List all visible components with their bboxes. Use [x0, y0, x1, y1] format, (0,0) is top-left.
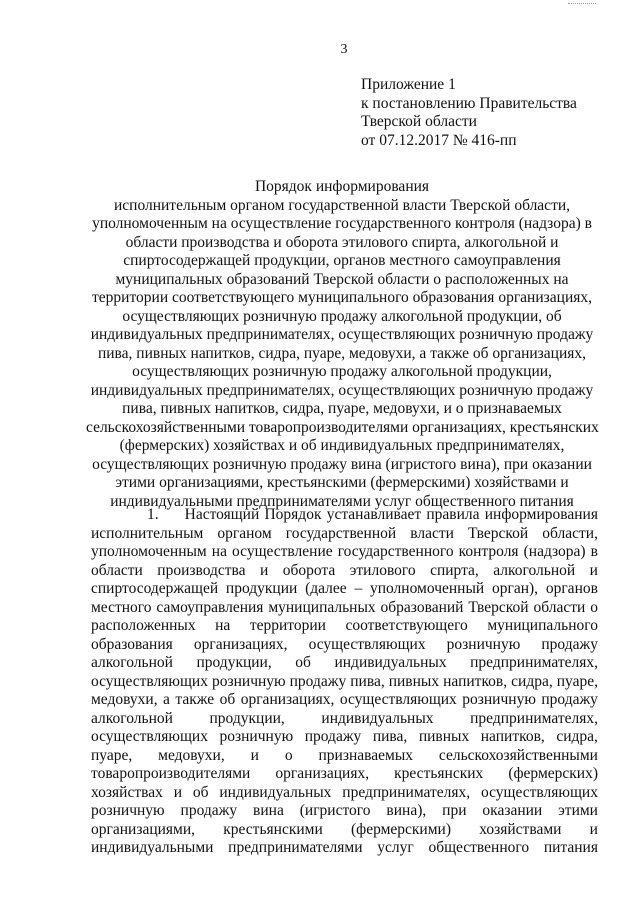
paragraph-word: орган),	[491, 580, 539, 597]
paragraph-word: об	[192, 783, 209, 801]
paragraph-word: пуаре,	[91, 746, 133, 764]
paragraph-word: власти	[410, 524, 454, 542]
paragraph-word: правила	[426, 506, 480, 523]
paragraph-line	[91, 543, 598, 562]
paragraph-word: этими	[558, 802, 598, 819]
paragraph-word: местного	[91, 598, 152, 616]
title-line: спиртосодержащей продукции, органов местного самоуправления	[123, 252, 561, 269]
paragraph-word: вина),	[386, 802, 427, 819]
paragraph-word: о	[284, 746, 293, 764]
paragraph-word: и	[589, 820, 598, 838]
paragraph-number: 1.	[147, 506, 159, 523]
scan-mark	[568, 3, 596, 6]
paragraph-line	[91, 636, 598, 655]
paragraph-line	[91, 617, 598, 636]
paragraph-word: организациях,	[275, 765, 370, 782]
paragraph-word: осуществление	[232, 543, 333, 560]
paragraph-word: продажу	[289, 672, 347, 690]
paragraph-word: осуществляющих	[481, 783, 598, 801]
paragraph-word: сидра,	[511, 672, 553, 690]
paragraph-word: контроля	[458, 543, 519, 560]
title-line: осуществляющих розничную продажу вина (игристого вина), при оказании	[92, 455, 592, 473]
paragraph-word: территории	[249, 617, 326, 634]
paragraph-word: образования	[91, 635, 173, 653]
paragraph-word: розничную	[91, 802, 165, 819]
paragraph-word: устанавливает	[326, 506, 422, 523]
paragraph-line	[91, 599, 598, 618]
title-line: Порядок информирования	[254, 178, 430, 195]
paragraph-word: алкогольной	[493, 561, 576, 579]
paragraph-word: пивных	[418, 728, 470, 745]
paragraph-line	[91, 710, 598, 729]
paragraph-word: (фермерскими)	[350, 820, 451, 838]
title-line: муниципальных образований Тверской области о расположенных на	[115, 270, 569, 288]
paragraph-word: расположенных	[91, 617, 196, 634]
paragraph-word: сельскохозяйственными	[438, 746, 598, 764]
paragraph-word: информирования	[484, 506, 598, 523]
paragraph-word: органов	[545, 580, 598, 597]
paragraph-line-text	[185, 506, 598, 525]
title-line: индивидуальных предпринимателях, осуществляющих розничную продажу	[90, 381, 594, 399]
paragraph-word: соответствующего	[345, 617, 468, 634]
paragraph-word: самоуправления	[156, 598, 264, 616]
paragraph-word: исполнительным	[91, 524, 204, 542]
title-line: сельскохозяйственными товаропроизводителями организациях, крестьянских	[86, 418, 599, 436]
paragraph-word: также	[175, 691, 215, 708]
paragraph-word: муниципальных	[268, 598, 376, 616]
paragraph-word: напитков,	[480, 728, 545, 745]
paragraph-word: индивидуальных	[334, 654, 447, 671]
paragraph-word: организациями,	[91, 820, 196, 838]
paragraph-word: на	[211, 543, 227, 560]
paragraph-word: –	[354, 580, 363, 597]
paragraph-word: розничную	[462, 691, 536, 708]
paragraph-word: уполномоченным	[91, 543, 207, 560]
paragraph-word: и	[260, 561, 269, 579]
paragraph-word: производства	[157, 561, 246, 579]
paragraph-word: организациях,	[240, 691, 335, 708]
paragraph-word: предпринимателях,	[470, 709, 598, 727]
paragraph-word: Настоящий	[184, 506, 260, 523]
paragraph-word: области,	[542, 524, 598, 542]
paragraph-word: пуаре,	[556, 672, 598, 690]
paragraph-word: медовухи,	[158, 746, 225, 764]
paragraph-word: об	[219, 691, 236, 708]
paragraph-word: услуг	[377, 839, 414, 856]
paragraph-word: спирта,	[430, 561, 479, 579]
paragraph-word: государственного	[337, 543, 454, 560]
paragraph-line	[91, 839, 598, 858]
paragraph-word: предпринимателях,	[470, 654, 598, 671]
paragraph-word: органом	[217, 524, 272, 542]
paragraph-word: осуществляющих	[339, 691, 457, 708]
paragraph-line	[91, 562, 598, 581]
title-line: индивидуальными предпринимателями услуг общественного питания	[110, 492, 574, 510]
paragraph-word: о	[590, 598, 598, 616]
paragraph-word: розничную	[219, 728, 294, 745]
paragraph-line	[91, 673, 598, 692]
paragraph-word: алкогольной	[91, 709, 173, 727]
paragraph-line	[91, 784, 598, 803]
paragraph-line	[91, 654, 598, 673]
paragraph-line	[91, 691, 598, 710]
paragraph-word: пива,	[372, 728, 408, 745]
paragraph-first-line	[91, 506, 598, 525]
paragraph-word: вина	[253, 802, 284, 819]
paragraph-word: продажу	[541, 635, 598, 653]
paragraph-line	[91, 802, 598, 821]
paragraph-word: Порядок	[264, 506, 322, 523]
paragraph-word: Тверской	[468, 598, 529, 616]
paragraph-word: и	[173, 783, 182, 801]
paragraph-word: оказании	[482, 802, 543, 819]
paragraph-word: медовухи,	[91, 691, 158, 708]
paragraph-line	[91, 821, 598, 840]
paragraph-word: крестьянскими	[223, 820, 323, 838]
paragraph-word: осуществляющих	[91, 672, 208, 690]
paragraph-word: Тверской	[467, 524, 529, 542]
paragraph-line	[91, 747, 598, 766]
paragraph-word: продажу	[304, 728, 362, 745]
paragraph-line	[91, 525, 598, 544]
paragraph-word: хозяйствами	[479, 820, 562, 838]
page-number: 3	[340, 42, 348, 57]
paragraph-word: на	[215, 617, 231, 634]
paragraph-word: и	[250, 746, 259, 764]
paragraph-word: предпринимателях,	[342, 783, 471, 801]
title-line: пива, пивных напитков, сидра, пуаре, медовухи, и о признаваемых	[122, 400, 562, 417]
document-title	[86, 178, 598, 511]
paragraph-word: индивидуальными	[91, 839, 214, 856]
title-line: (фермерских) хозяйствах и об индивидуальных предпринимателях,	[119, 437, 565, 454]
paragraph-word: признаваемых	[318, 746, 413, 764]
paragraph-word: при	[442, 802, 467, 819]
paragraph-word: государственной	[285, 524, 397, 542]
paragraph-word: продукции,	[196, 654, 272, 671]
paragraph-word: об	[295, 654, 311, 671]
paragraph-word: розничную	[211, 672, 286, 690]
paragraph-word: пивных	[388, 672, 440, 690]
paragraph-word: продукции	[225, 580, 298, 597]
title-line: осуществляющих розничную продажу алкогольной продукции, об	[122, 307, 562, 325]
paragraph-word: алкогольной	[91, 654, 173, 671]
paragraph-word: области	[533, 598, 586, 616]
paragraph-word: товаропроизводителями	[91, 765, 251, 782]
title-line: этими организациями, крестьянскими (фермерскими) хозяйствами и	[115, 474, 569, 491]
appendix-line: Тверской области	[361, 113, 477, 130]
paragraph-word: сидра,	[556, 728, 598, 745]
appendix-line: к постановлению Правительства	[361, 94, 577, 112]
paragraph-word: предпринимателями	[228, 839, 363, 856]
paragraph-word: оборота	[282, 561, 336, 579]
paragraph-word: напитков,	[443, 672, 508, 690]
paragraph-word: индивидуальных	[321, 709, 434, 727]
paragraph-word: продажу	[180, 802, 238, 819]
paragraph-word: продукции,	[209, 709, 285, 727]
paragraph-word: осуществляющих	[308, 635, 426, 653]
paragraph-1	[91, 506, 598, 858]
paragraph-line	[91, 765, 598, 784]
paragraph-word: пива,	[350, 672, 385, 690]
paragraph-word: (далее	[305, 580, 347, 597]
paragraph-word: области	[91, 561, 143, 579]
paragraph-word: осуществляющих	[91, 728, 208, 745]
paragraph-word: образований	[380, 598, 464, 616]
appendix-line: от 07.12.2017 № 416-пп	[361, 131, 517, 149]
paragraph-word: а	[163, 691, 170, 708]
paragraph-word: спиртосодержащей	[91, 580, 219, 597]
title-line: области производства и оборота этилового спирта, алкогольной и	[125, 233, 559, 251]
paragraph-word: индивидуальных	[219, 783, 332, 801]
title-line: территории соответствующего муниципального образования организациях,	[92, 289, 592, 306]
paragraph-word: (фермерских)	[508, 765, 598, 782]
paragraph-word: (игристого	[299, 802, 371, 819]
paragraph-word: этилового	[349, 561, 416, 579]
paragraph-word: хозяйствах	[91, 783, 163, 801]
appendix-block	[361, 76, 577, 150]
paragraph-word: в	[590, 543, 598, 560]
paragraph-word: питания	[543, 839, 598, 856]
title-line: индивидуальных предпринимателях, осуществляющих розничную продажу	[90, 326, 594, 343]
paragraph-line	[91, 580, 598, 599]
paragraph-word: и	[589, 561, 598, 579]
appendix-line: Приложение 1	[361, 76, 456, 93]
paragraph-word: продажу	[541, 691, 598, 708]
title-line: осуществляющих розничную продажу алкогольной продукции,	[132, 363, 552, 380]
paragraph-word: крестьянских	[394, 765, 484, 782]
title-line: исполнительным органом государственной власти Тверской области,	[113, 196, 571, 214]
paragraph-word: муниципального	[487, 617, 598, 634]
title-line: пива, пивных напитков, сидра, пуаре, медовухи, а также об организациях,	[97, 344, 587, 362]
paragraph-word: (надзора)	[523, 543, 586, 560]
paragraph-line	[91, 728, 598, 747]
paragraph-word: общественного	[428, 839, 530, 856]
paragraph-word: уполномоченный	[369, 580, 485, 597]
paragraph-word: розничную	[446, 635, 521, 653]
title-line: уполномоченным на осуществление государственного контроля (надзора) в	[92, 215, 592, 232]
paragraph-word: организациях,	[193, 635, 288, 653]
